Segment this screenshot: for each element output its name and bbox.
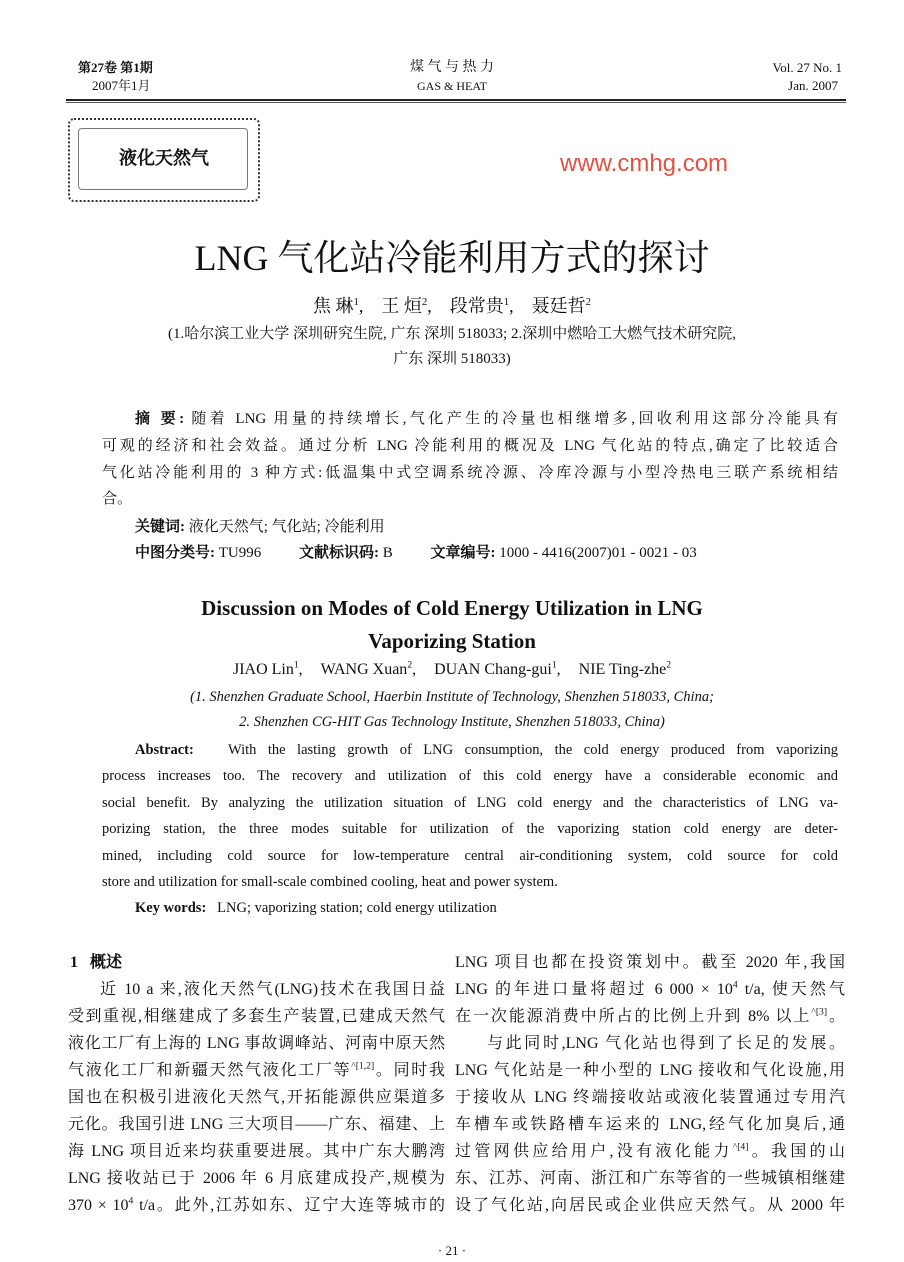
authors-en [0,659,904,681]
clc-value: TU996 [218,545,262,561]
body-text-line: 与此同时,LNG 气化站也得到了长足的发展。 [487,1035,845,1052]
body-text-line: LNG 项目也都在投资策划中。截至 2020 年,我国 [455,954,845,971]
abstract-en-line: store and utilization for small-scale combined cooling, heat and power system. [102,874,558,890]
affiliation-cn-line: 广东 深圳 518033) [393,351,511,367]
body-text-line: 东、江苏、河南、浙江和广东等省的一些城镇相继建 [455,1170,845,1187]
citation-superscript: ^[4] [732,1141,749,1153]
exponent-superscript: 4 [732,979,738,991]
affiliation-mark: 2 [666,659,672,671]
abstract-en-line: process increases too. The recovery and utilization of this cold energy have a considerable economic and [102,768,838,784]
affiliation-mark: 1 [551,659,557,671]
body-text-line: 国也在积极引进液化天然气,开拓能源供应渠道多 [68,1089,445,1106]
journal-name-en: GAS & HEAT [416,79,487,93]
keywords-en-value: LNG; vaporizing station; cold energy utilization [217,900,497,916]
body-text-line: 受到重视,相继建成了多套生产装置,已建成天然气 [68,1008,445,1025]
classification-line [135,543,697,563]
author: 王 烜$^2$, [381,296,432,316]
page-number: · 21 · [437,1243,467,1258]
body-text-line: 海 LNG 项目近来均获重要进展。其中广东大鹏湾 [68,1143,445,1160]
affiliation-cn-line: (1.哈尔滨工业大学 深圳研究生院, 广东 深圳 518033; 2.深圳中燃哈工大燃气技术研究院, [168,326,736,342]
affiliation-mark: 1 [503,296,510,308]
body-text-line: 气液化工厂和新疆天然气液化工厂等$^{\^{}[1,2]}$。同时我 [68,1060,445,1079]
keywords-cn-value: 液化天然气; 气化站; 冷能利用 [188,519,385,535]
body-text-line: LNG 接收站已于 2006 年 6 月底建成投产,规模为 [68,1170,445,1187]
volume-issue-cn: 第27卷 第1期 [78,60,153,75]
keywords-cn [135,517,385,537]
abstract-cn-line: 合。 [102,491,133,507]
exponent-superscript: 4 [128,1195,134,1207]
abstract-cn-line: 气化站冷能利用的 3 种方式:低温集中式空调系统冷源、冷库冷源与小型冷热电三联产系统相结 [102,465,838,481]
author: JIAO Lin$^1$, [232,659,303,678]
body-text-line: LNG 气化站是一种小型的 LNG 接收和气化设施,用 [455,1062,845,1079]
citation-superscript: ^[3] [811,1006,828,1018]
section-tag: 液化天然气 [119,148,209,169]
author: DUAN Chang-gui$^1$, [434,659,561,678]
doc-code-value: B [382,545,393,561]
body-text-line: 过管网供应给用户,没有液化能力$^{\^{}[4]}$。我国的山 [455,1141,845,1160]
abstract-en-line: porizing station, the three modes suitable for utilization of the vaporizing station cold energy are deter- [102,821,838,837]
section-number: 1 [70,954,78,971]
keywords-en-label: Key words: [135,900,207,916]
affiliation-en-line: (1. Shenzhen Graduate School, Haerbin Institute of Technology, Shenzhen 518033, China; [190,689,714,705]
section-title: 概述 [90,954,123,971]
abstract-en-line: mined, including cold source for low-temperature central air-conditioning system, cold source for cold [102,848,838,864]
header-rule-thin [66,102,846,103]
article-no-value: 1000 - 4416(2007)01 - 0021 - 03 [499,545,697,561]
article-no-label: 文章编号: [430,545,496,561]
volume-issue-en: Vol. 27 No. 1 [772,60,842,75]
affiliation-mark: 1 [353,296,359,308]
body-text-line: 设了气化站,向居民或企业供应天然气。从 2000 年 [455,1197,845,1214]
title-en-line: Vaporizing Station [368,629,536,653]
abstract-en-text: With the lasting growth of LNG consumption, the cold energy produced from vaporizing [227,742,838,758]
author: NIE Ting-zhe$^2$ [578,659,672,678]
body-text-line: $370 \times 10^4$ t/a。此外,江苏如东、辽宁大连等城市的 [68,1195,445,1214]
keywords-cn-label: 关键词: [135,519,185,535]
affiliation-en-line: 2. Shenzhen CG-HIT Gas Technology Institute, Shenzhen 518033, China) [239,714,665,730]
header-rule [66,99,846,101]
abstract-en-line: social benefit. By analyzing the utilization situation of LNG cold energy and the characteristics of LNG va- [102,795,838,811]
abstract-en-line [135,741,838,760]
journal-name-cn: 煤 气 与 热 力 [410,60,494,75]
affiliation-mark: 1 [293,659,299,671]
author: 焦 琳$^1$, [312,296,364,316]
body-text-line: 元化。我国引进 LNG 三大项目——广东、福建、上 [68,1116,445,1133]
clc-label: 中图分类号: [135,545,215,561]
affiliation-mark: 2 [407,659,413,671]
watermark: www.cmhg.com [560,150,729,177]
abstract-cn-label: 摘 要: [135,411,185,427]
abstract-cn-text: 随着 LNG 用量的持续增长,气化产生的冷量也相继增多,回收利用这部分冷能具有 [191,411,838,427]
section-heading [70,952,122,973]
abstract-cn-line [135,409,838,429]
authors-cn [0,294,904,318]
title-cn: LNG 气化站冷能利用方式的探讨 [194,238,710,278]
affiliation-mark: 2 [421,296,428,308]
title-en-line: Discussion on Modes of Cold Energy Utilization in LNG [201,596,703,620]
date-cn: 2007年1月 [92,78,151,93]
body-text-line: LNG 的年进口量将超过 6 $000 \times 10^4$ t/a, 使天然气 [455,979,845,998]
body-text-line: 于接收从 LNG 终端接收站或液化装置通过专用汽 [455,1089,845,1106]
abstract-cn-line: 可观的经济和社会效益。通过分析 LNG 冷能利用的概况及 LNG 气化站的特点,确定了比较适合 [102,438,838,454]
author: 段常贵$^1$, [449,296,514,316]
citation-superscript: ^[1,2] [351,1060,375,1072]
keywords-en [135,899,497,918]
author: 聂廷哲$^2$ [531,296,592,316]
body-text-line: 液化工厂有上海的 LNG 事故调峰站、河南中原天然 [68,1035,445,1052]
abstract-en-label: Abstract: [135,742,194,758]
affiliation-mark: 2 [585,296,592,308]
body-text-line: 在一次能源消费中所占的比例上升到 8% 以上$^{\^{}[3]}$。 [455,1006,845,1025]
body-text-line: 近 10 a 来,液化天然气(LNG)技术在我国日益 [100,981,445,998]
doc-code-label: 文献标识码: [299,545,379,561]
date-en: Jan. 2007 [788,78,838,93]
author: WANG Xuan$^2$, [320,659,417,678]
body-text-line: 车槽车或铁路槽车运来的 LNG,经气化加臭后,通 [455,1116,845,1133]
